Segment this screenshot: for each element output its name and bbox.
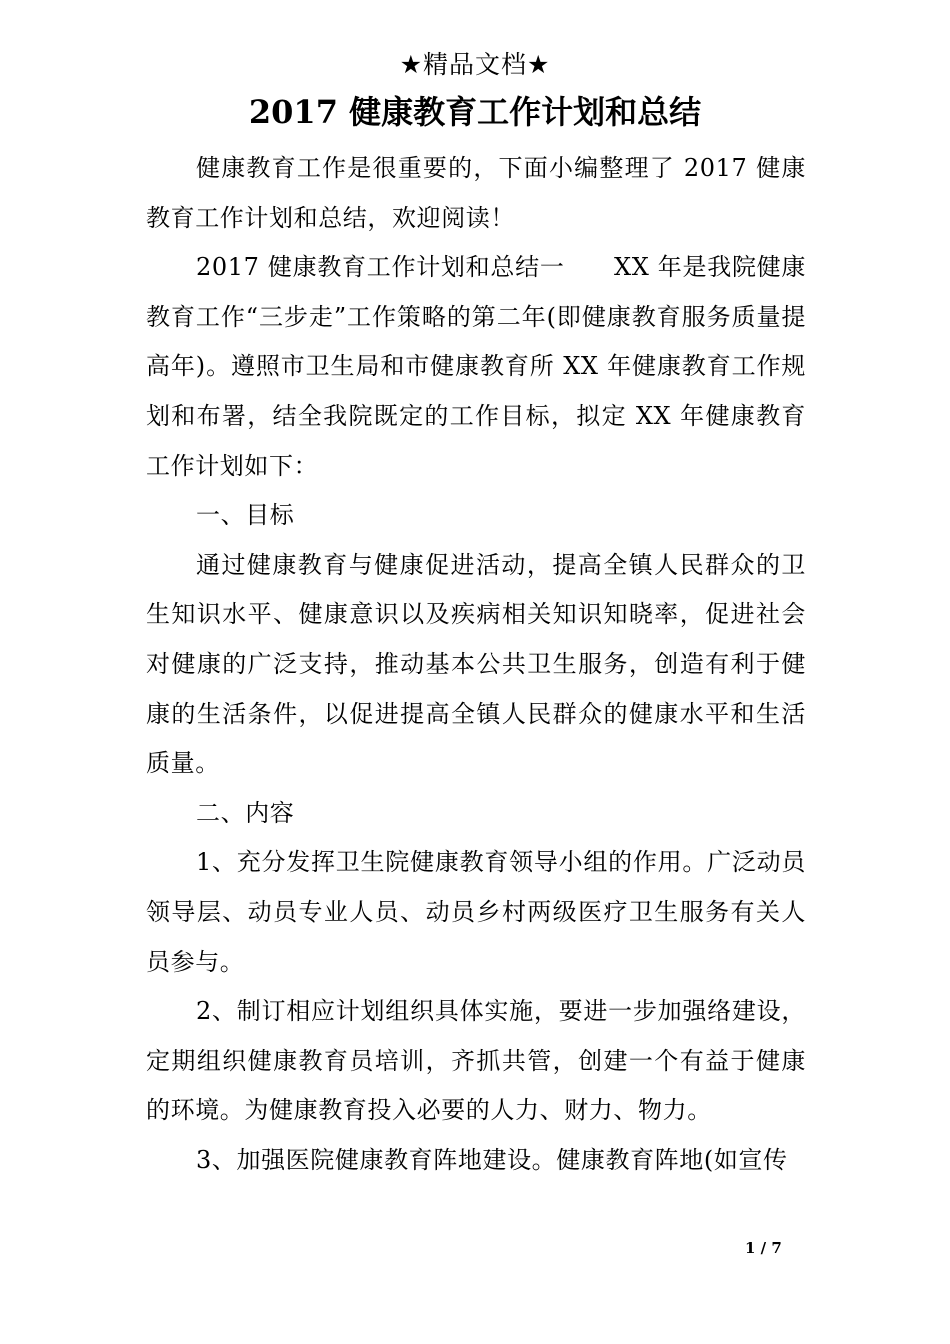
page-number: 1 / 7 [745,1239,782,1257]
header-mark: ★精品文档★ [399,50,551,79]
document-title: 2017 健康教育工作计划和总结 [248,93,702,131]
paragraph-intro: 健康教育工作是很重要的，下面小编整理了 2017 健康教育工作计划和总结，欢迎阅读！ [146,154,806,232]
paragraph-item-1: 1、充分发挥卫生院健康教育领导小组的作用。广泛动员领导层、动员专业人员、动员乡村两级医疗卫生服务有关人员参与。 [146,848,806,976]
paragraph-plan-overview: 2017 健康教育工作计划和总结一 XX 年是我院健康教育工作“三步走”工作策略的第二年(即健康教育服务质量提高年)。遵照市卫生局和市健康教育所 XX 年健康教育工作规划和布署，结全我院既定的工作目标，拟定 XX 年健康教育工作计划如下： [146,253,806,480]
document-body [146,144,806,1185]
section-heading-goal: 一、目标 [196,501,295,530]
paragraph-goal: 通过健康教育与健康促进活动，提高全镇人民群众的卫生知识水平、健康意识以及疾病相关知识知晓率，促进社会对健康的广泛支持，推动基本公共卫生服务，创造有利于健康的生活条件，以促进提高全镇人民群众的健康水平和生活质量。 [146,550,806,778]
paragraph-item-2: 2、制订相应计划组织具体实施，要进一步加强络建设，定期组织健康教育员培训，齐抓共管，创建一个有益于健康的环境。为健康教育投入必要的人力、财力、物力。 [146,997,806,1125]
paragraph-item-3: 3、加强医院健康教育阵地建设。健康教育阵地(如宣传 [196,1145,788,1174]
section-heading-content: 二、内容 [196,798,295,827]
